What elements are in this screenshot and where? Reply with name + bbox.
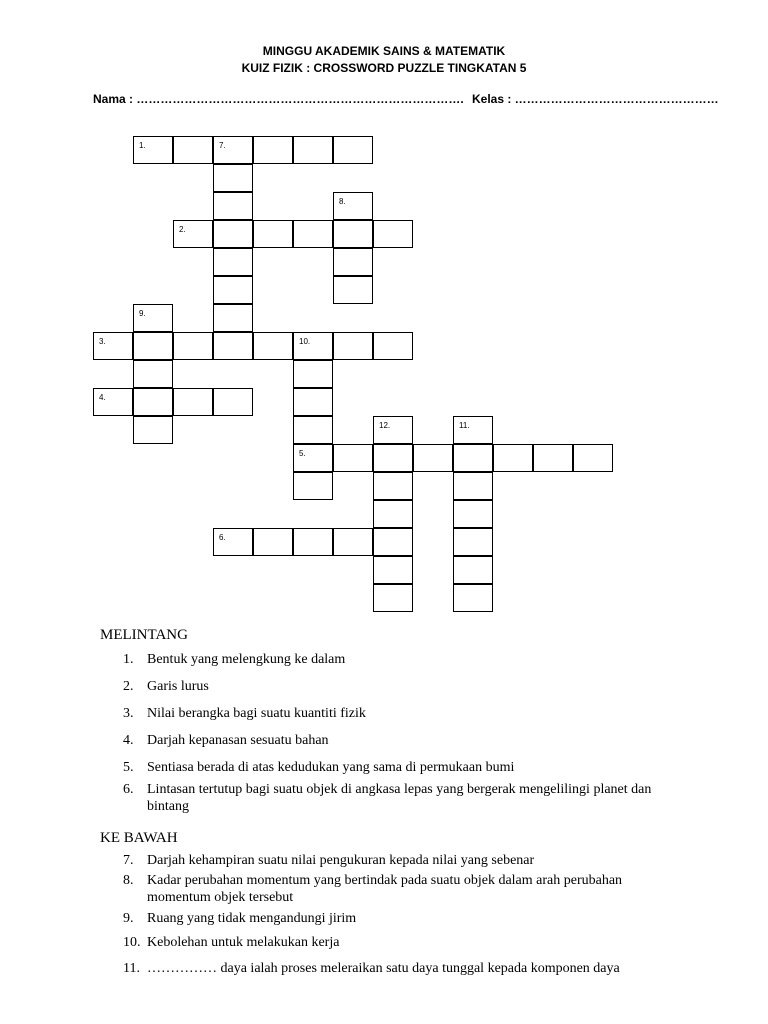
clue-number: 3. — [123, 706, 134, 721]
crossword-cell[interactable] — [213, 164, 253, 192]
crossword-cell[interactable] — [373, 220, 413, 248]
crossword-cell[interactable] — [453, 444, 493, 472]
clue-number: 2. — [123, 679, 134, 694]
crossword-cell[interactable] — [493, 444, 533, 472]
crossword-cell[interactable] — [133, 332, 173, 360]
crossword-cell[interactable] — [293, 136, 333, 164]
crossword-cell-n9[interactable] — [133, 304, 173, 332]
clue-number: 7. — [123, 853, 134, 868]
crossword-cell[interactable] — [133, 360, 173, 388]
clue-number-label: 6. — [219, 533, 226, 542]
across-clue-6 — [123, 781, 683, 815]
crossword-cell[interactable] — [253, 332, 293, 360]
crossword-cell[interactable] — [333, 220, 373, 248]
student-name-field[interactable]: Nama : ………………………………………………………………………. — [93, 92, 464, 106]
clue-text: Ruang yang tidak mengandungi jirim — [147, 911, 357, 926]
crossword-cell[interactable] — [213, 332, 253, 360]
across-clue-3 — [123, 705, 683, 722]
crossword-cell[interactable] — [213, 192, 253, 220]
crossword-cell-n4[interactable] — [93, 388, 133, 416]
clue-number: 11. — [123, 961, 140, 976]
crossword-cell[interactable] — [173, 332, 213, 360]
crossword-cell[interactable] — [453, 472, 493, 500]
across-clue-4 — [123, 732, 683, 749]
crossword-cell[interactable] — [293, 528, 333, 556]
clue-text: Nilai berangka bagi suatu kuantiti fizik — [147, 706, 366, 721]
clue-number: 8. — [123, 873, 134, 888]
clue-text: Sentiasa berada di atas kedudukan yang sama di permukaan bumi — [147, 760, 515, 775]
across-clue-5 — [123, 759, 683, 776]
crossword-cell[interactable] — [293, 388, 333, 416]
clue-number: 1. — [123, 652, 134, 667]
clue-number-label: 10. — [299, 337, 311, 346]
crossword-cell[interactable] — [373, 332, 413, 360]
crossword-cell[interactable] — [333, 444, 373, 472]
crossword-cell-n12[interactable] — [373, 416, 413, 444]
crossword-cell[interactable] — [373, 444, 413, 472]
down-clue-4 — [123, 934, 683, 951]
quiz-title: KUIZ FIZIK : CROSSWORD PUZZLE TINGKATAN 5 — [241, 61, 527, 75]
clue-number: 5. — [123, 760, 134, 775]
crossword-cell[interactable] — [213, 248, 253, 276]
school-event-title: MINGGU AKADEMIK SAINS & MATEMATIK — [262, 44, 506, 58]
crossword-cell-n10[interactable] — [293, 332, 333, 360]
crossword-cell-n6[interactable] — [213, 528, 253, 556]
clue-number-label: 4. — [99, 393, 106, 402]
crossword-cell[interactable] — [333, 136, 373, 164]
crossword-cell[interactable] — [213, 388, 253, 416]
down-heading: KE BAWAH — [100, 830, 178, 846]
crossword-cell[interactable] — [333, 276, 373, 304]
crossword-cell[interactable] — [293, 416, 333, 444]
across-clue-2 — [123, 678, 683, 695]
crossword-cell[interactable] — [133, 416, 173, 444]
across-heading: MELINTANG — [100, 627, 188, 643]
clue-number-label: 11. — [459, 421, 470, 430]
crossword-cell-n5[interactable] — [293, 444, 333, 472]
crossword-cell[interactable] — [333, 332, 373, 360]
crossword-cell[interactable] — [373, 584, 413, 612]
crossword-cell[interactable] — [173, 388, 213, 416]
crossword-cell[interactable] — [453, 556, 493, 584]
clue-number: 9. — [123, 911, 134, 926]
clue-text: Darjah kepanasan sesuatu bahan — [147, 733, 329, 748]
clue-number-label: 3. — [99, 337, 106, 346]
crossword-cell[interactable] — [213, 276, 253, 304]
crossword-cell[interactable] — [533, 444, 573, 472]
crossword-cell[interactable] — [373, 500, 413, 528]
clue-number: 4. — [123, 733, 134, 748]
down-clue-5 — [123, 960, 683, 977]
clue-text: Darjah kehampiran suatu nilai pengukuran kepada nilai yang sebenar — [147, 853, 535, 868]
crossword-cell[interactable] — [453, 500, 493, 528]
crossword-cell[interactable] — [213, 304, 253, 332]
clue-number-label: 8. — [339, 197, 346, 206]
crossword-cell[interactable] — [133, 388, 173, 416]
crossword-cell[interactable] — [573, 444, 613, 472]
student-class-field[interactable]: Kelas : …………………………………………… — [472, 92, 719, 106]
across-clue-1 — [123, 651, 683, 668]
down-clue-1 — [123, 852, 683, 869]
clue-number-label: 9. — [139, 309, 146, 318]
crossword-cell-n7[interactable] — [213, 136, 253, 164]
clue-number-label: 5. — [299, 449, 306, 458]
crossword-cell[interactable] — [413, 444, 453, 472]
crossword-cell[interactable] — [293, 472, 333, 500]
clue-text: Kadar perubahan momentum yang bertindak pada suatu objek dalam arah perubahan momentum objek tersebut — [147, 873, 623, 905]
clue-number-label: 7. — [219, 141, 226, 150]
crossword-cell[interactable] — [253, 528, 293, 556]
clue-text: Lintasan tertutup bagi suatu objek di angkasa lepas yang bergerak mengelilingi planet dan bintang — [147, 782, 652, 814]
clue-text: Bentuk yang melengkung ke dalam — [147, 652, 346, 667]
clue-text: …………… daya ialah proses meleraikan satu daya tunggal kepada komponen daya — [147, 961, 620, 976]
crossword-cell[interactable] — [173, 136, 213, 164]
down-clue-3 — [123, 910, 683, 927]
clue-number-label: 12. — [379, 421, 391, 430]
crossword-cell[interactable] — [373, 472, 413, 500]
crossword-cell[interactable] — [253, 220, 293, 248]
crossword-cell[interactable] — [373, 528, 413, 556]
crossword-cell[interactable] — [453, 584, 493, 612]
crossword-cell[interactable] — [333, 528, 373, 556]
crossword-cell-n8[interactable] — [333, 192, 373, 220]
crossword-cell[interactable] — [293, 220, 333, 248]
crossword-cell[interactable] — [373, 556, 413, 584]
crossword-cell[interactable] — [293, 360, 333, 388]
clue-number-label: 1. — [139, 141, 146, 150]
crossword-cell-n3[interactable] — [93, 332, 133, 360]
down-clue-2 — [123, 872, 683, 906]
clue-text: Kebolehan untuk melakukan kerja — [147, 935, 340, 950]
crossword-cell[interactable] — [453, 528, 493, 556]
crossword-cell[interactable] — [253, 136, 293, 164]
crossword-cell[interactable] — [213, 220, 253, 248]
clue-number-label: 2. — [179, 225, 186, 234]
crossword-cell-n1[interactable] — [133, 136, 173, 164]
crossword-cell-n2[interactable] — [173, 220, 213, 248]
crossword-cell[interactable] — [333, 248, 373, 276]
clue-text: Garis lurus — [147, 679, 209, 694]
crossword-cell-n11[interactable] — [453, 416, 493, 444]
clue-number: 6. — [123, 782, 134, 797]
clue-number: 10. — [123, 935, 141, 950]
